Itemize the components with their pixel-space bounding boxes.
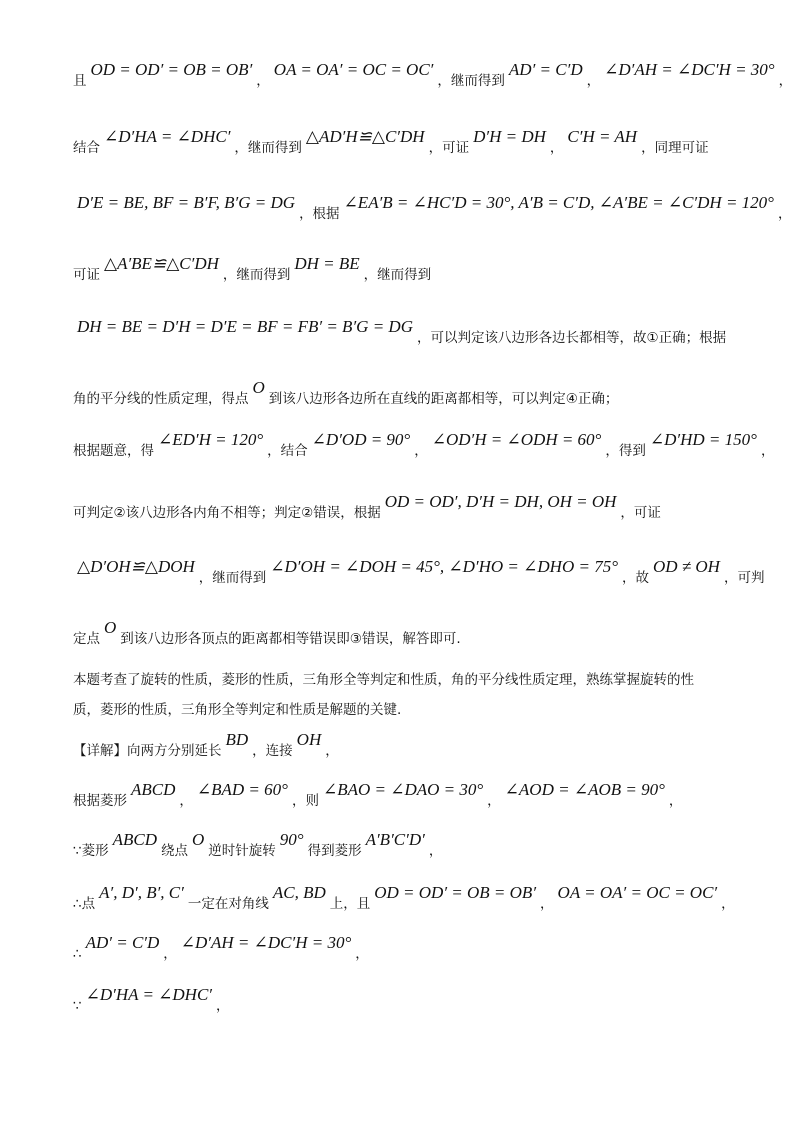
text-line xyxy=(73,883,735,914)
text-run: ，故 xyxy=(622,570,650,586)
text-run: ， xyxy=(414,443,428,459)
math-expression: OD ≠ OH xyxy=(653,557,720,576)
math-expression: ABCD xyxy=(131,780,176,799)
text-run: ， xyxy=(487,793,501,809)
math-expression: △AD′H≌△C′DH xyxy=(305,127,425,146)
math-expression: ∠D′HA = ∠DHC′ xyxy=(104,127,231,146)
math-expression: A′, D′, B′, C′ xyxy=(99,883,184,902)
text-run: ， xyxy=(549,140,564,156)
text-run: ，可判 xyxy=(723,570,765,586)
text-run: ， xyxy=(355,946,369,962)
text-run: ，同理可证 xyxy=(641,140,709,156)
text-line xyxy=(73,127,709,158)
math-expression: DH = BE xyxy=(294,254,360,273)
math-expression: OH xyxy=(296,730,322,749)
text-run: ∵菱形 xyxy=(73,843,109,859)
text-run: ， xyxy=(586,73,601,89)
text-run: ，继而得到 xyxy=(198,570,267,586)
math-expression: △D′OH≌△DOH xyxy=(77,557,195,576)
text-line xyxy=(73,933,369,964)
math-expression: C′H = AH xyxy=(567,127,638,146)
text-run: ， xyxy=(540,896,554,912)
math-expression: ∠OD′H = ∠ODH = 60° xyxy=(431,430,602,449)
math-expression: AD′ = C′D xyxy=(85,933,160,952)
text-line xyxy=(73,780,683,811)
text-run: 角的平分线的性质定理，得点 xyxy=(73,391,249,407)
text-run: 结合 xyxy=(73,140,100,156)
text-run: 可证 xyxy=(73,267,100,283)
text-run: ， xyxy=(777,206,792,222)
text-run: ， xyxy=(179,793,193,809)
math-expression: O xyxy=(252,378,265,397)
text-run: 到该八边形各边所在直线的距离都相等，可以判定④正确； xyxy=(268,391,619,407)
math-expression: 90° xyxy=(279,830,304,849)
math-expression: O xyxy=(191,830,205,849)
text-line xyxy=(73,254,432,285)
text-run: ， xyxy=(778,73,793,89)
text-run: ，可证 xyxy=(620,505,661,521)
text-run: ∴ xyxy=(73,946,82,962)
text-run: ，继而得到 xyxy=(363,267,432,283)
text-run: 绕点 xyxy=(160,843,188,859)
text-line xyxy=(73,700,401,720)
math-expression: ∠D′AH = ∠DC′H = 30° xyxy=(180,933,352,952)
math-expression: ∠BAD = 60° xyxy=(196,780,288,799)
text-run: 质，菱形的性质，三角形全等判定和性质是解题的关键. xyxy=(73,702,402,718)
math-expression: AD′ = C′D xyxy=(508,60,583,79)
text-run: ∵ xyxy=(73,998,82,1014)
text-run: ，可以判定该八边形各边长都相等，故①正确；根据 xyxy=(416,330,727,346)
text-run: ，继而得到 xyxy=(437,73,505,89)
math-expression: A′B′C′D′ xyxy=(365,830,425,849)
text-line xyxy=(73,430,775,461)
text-run: ， xyxy=(428,843,443,859)
text-run: 到该八边形各顶点的距离都相等错误即③错误，解答即可. xyxy=(120,631,461,647)
math-expression: ABCD xyxy=(112,830,157,849)
text-line xyxy=(73,730,339,761)
text-line xyxy=(73,193,792,224)
text-run: ，继而得到 xyxy=(234,140,302,156)
math-expression: ∠D′HA = ∠DHC′ xyxy=(85,985,213,1004)
text-run: ， xyxy=(163,946,177,962)
text-run: ，得到 xyxy=(605,443,646,459)
math-expression: D′E = BE, BF = B′F, B′G = DG xyxy=(77,193,296,212)
math-expression: ∠D′OH = ∠DOH = 45°, ∠D′HO = ∠DHO = 75° xyxy=(270,557,619,576)
text-run: 逆时针旋转 xyxy=(208,843,276,859)
text-run: ， xyxy=(668,793,683,809)
math-expression: △A′BE≌△C′DH xyxy=(104,254,219,273)
math-expression: ∠EA′B = ∠HC′D = 30°, A′B = C′D, ∠A′BE = ∠C′DH = 120° xyxy=(343,193,774,212)
text-run: 一定在对角线 xyxy=(187,896,269,912)
text-line xyxy=(73,557,765,588)
text-run: 【详解】向两方分别延长 xyxy=(73,743,222,759)
math-expression: ∠ED′H = 120° xyxy=(158,430,264,449)
text-run: 且 xyxy=(73,73,87,89)
text-line xyxy=(73,492,661,523)
text-run: ，继而得到 xyxy=(222,267,291,283)
math-expression: D′H = DH xyxy=(473,127,546,146)
math-expression: OA = OA′ = OC = OC′ xyxy=(273,60,434,79)
text-run: 本题考查了旋转的性质，菱形的性质，三角形全等判定和性质，角的平分线性质定理，熟练掌握旋转的性 xyxy=(73,672,694,688)
math-expression: OD = OD′, D′H = DH, OH = OH xyxy=(384,492,617,511)
text-run: ， xyxy=(760,443,775,459)
math-expression: O xyxy=(104,618,117,637)
math-expression: ∠D′OD = 90° xyxy=(311,430,411,449)
text-line xyxy=(73,618,461,649)
math-expression: AC, BD xyxy=(272,883,326,902)
text-run: ∴点 xyxy=(73,896,96,912)
math-expression: ∠AOD = ∠AOB = 90° xyxy=(504,780,665,799)
text-line xyxy=(73,60,793,91)
text-line xyxy=(73,378,619,409)
text-line xyxy=(73,830,443,861)
text-run: 上，且 xyxy=(329,896,371,912)
text-run: 根据菱形 xyxy=(73,793,127,809)
text-run: ， xyxy=(216,998,230,1014)
text-run: 得到菱形 xyxy=(307,843,362,859)
math-expression: ∠BAO = ∠DAO = 30° xyxy=(322,780,484,799)
math-expression: DH = BE = D′H = D′E = BF = FB′ = B′G = DG xyxy=(77,317,413,336)
text-run: ， xyxy=(325,743,339,759)
text-run: 定点 xyxy=(73,631,100,647)
math-expression: ∠D′HD = 150° xyxy=(649,430,757,449)
math-expression: OD = OD′ = OB = OB′ xyxy=(374,883,537,902)
text-run: ，则 xyxy=(291,793,319,809)
text-run: ，根据 xyxy=(299,206,340,222)
text-run: ， xyxy=(721,896,735,912)
text-run: ，结合 xyxy=(267,443,308,459)
math-expression: BD xyxy=(225,730,249,749)
math-expression: OA = OA′ = OC = OC′ xyxy=(557,883,718,902)
text-run: 根据题意，得 xyxy=(73,443,154,459)
text-run: ，连接 xyxy=(252,743,293,759)
text-line xyxy=(73,317,727,348)
text-line xyxy=(73,985,230,1016)
text-run: 可判定②该八边形各内角不相等；判定②错误，根据 xyxy=(73,505,381,521)
text-run: ， xyxy=(256,73,270,89)
text-run: ，可证 xyxy=(428,140,470,156)
math-expression: ∠D′AH = ∠DC′H = 30° xyxy=(604,60,775,79)
text-line xyxy=(73,670,694,690)
math-expression: OD = OD′ = OB = OB′ xyxy=(90,60,253,79)
